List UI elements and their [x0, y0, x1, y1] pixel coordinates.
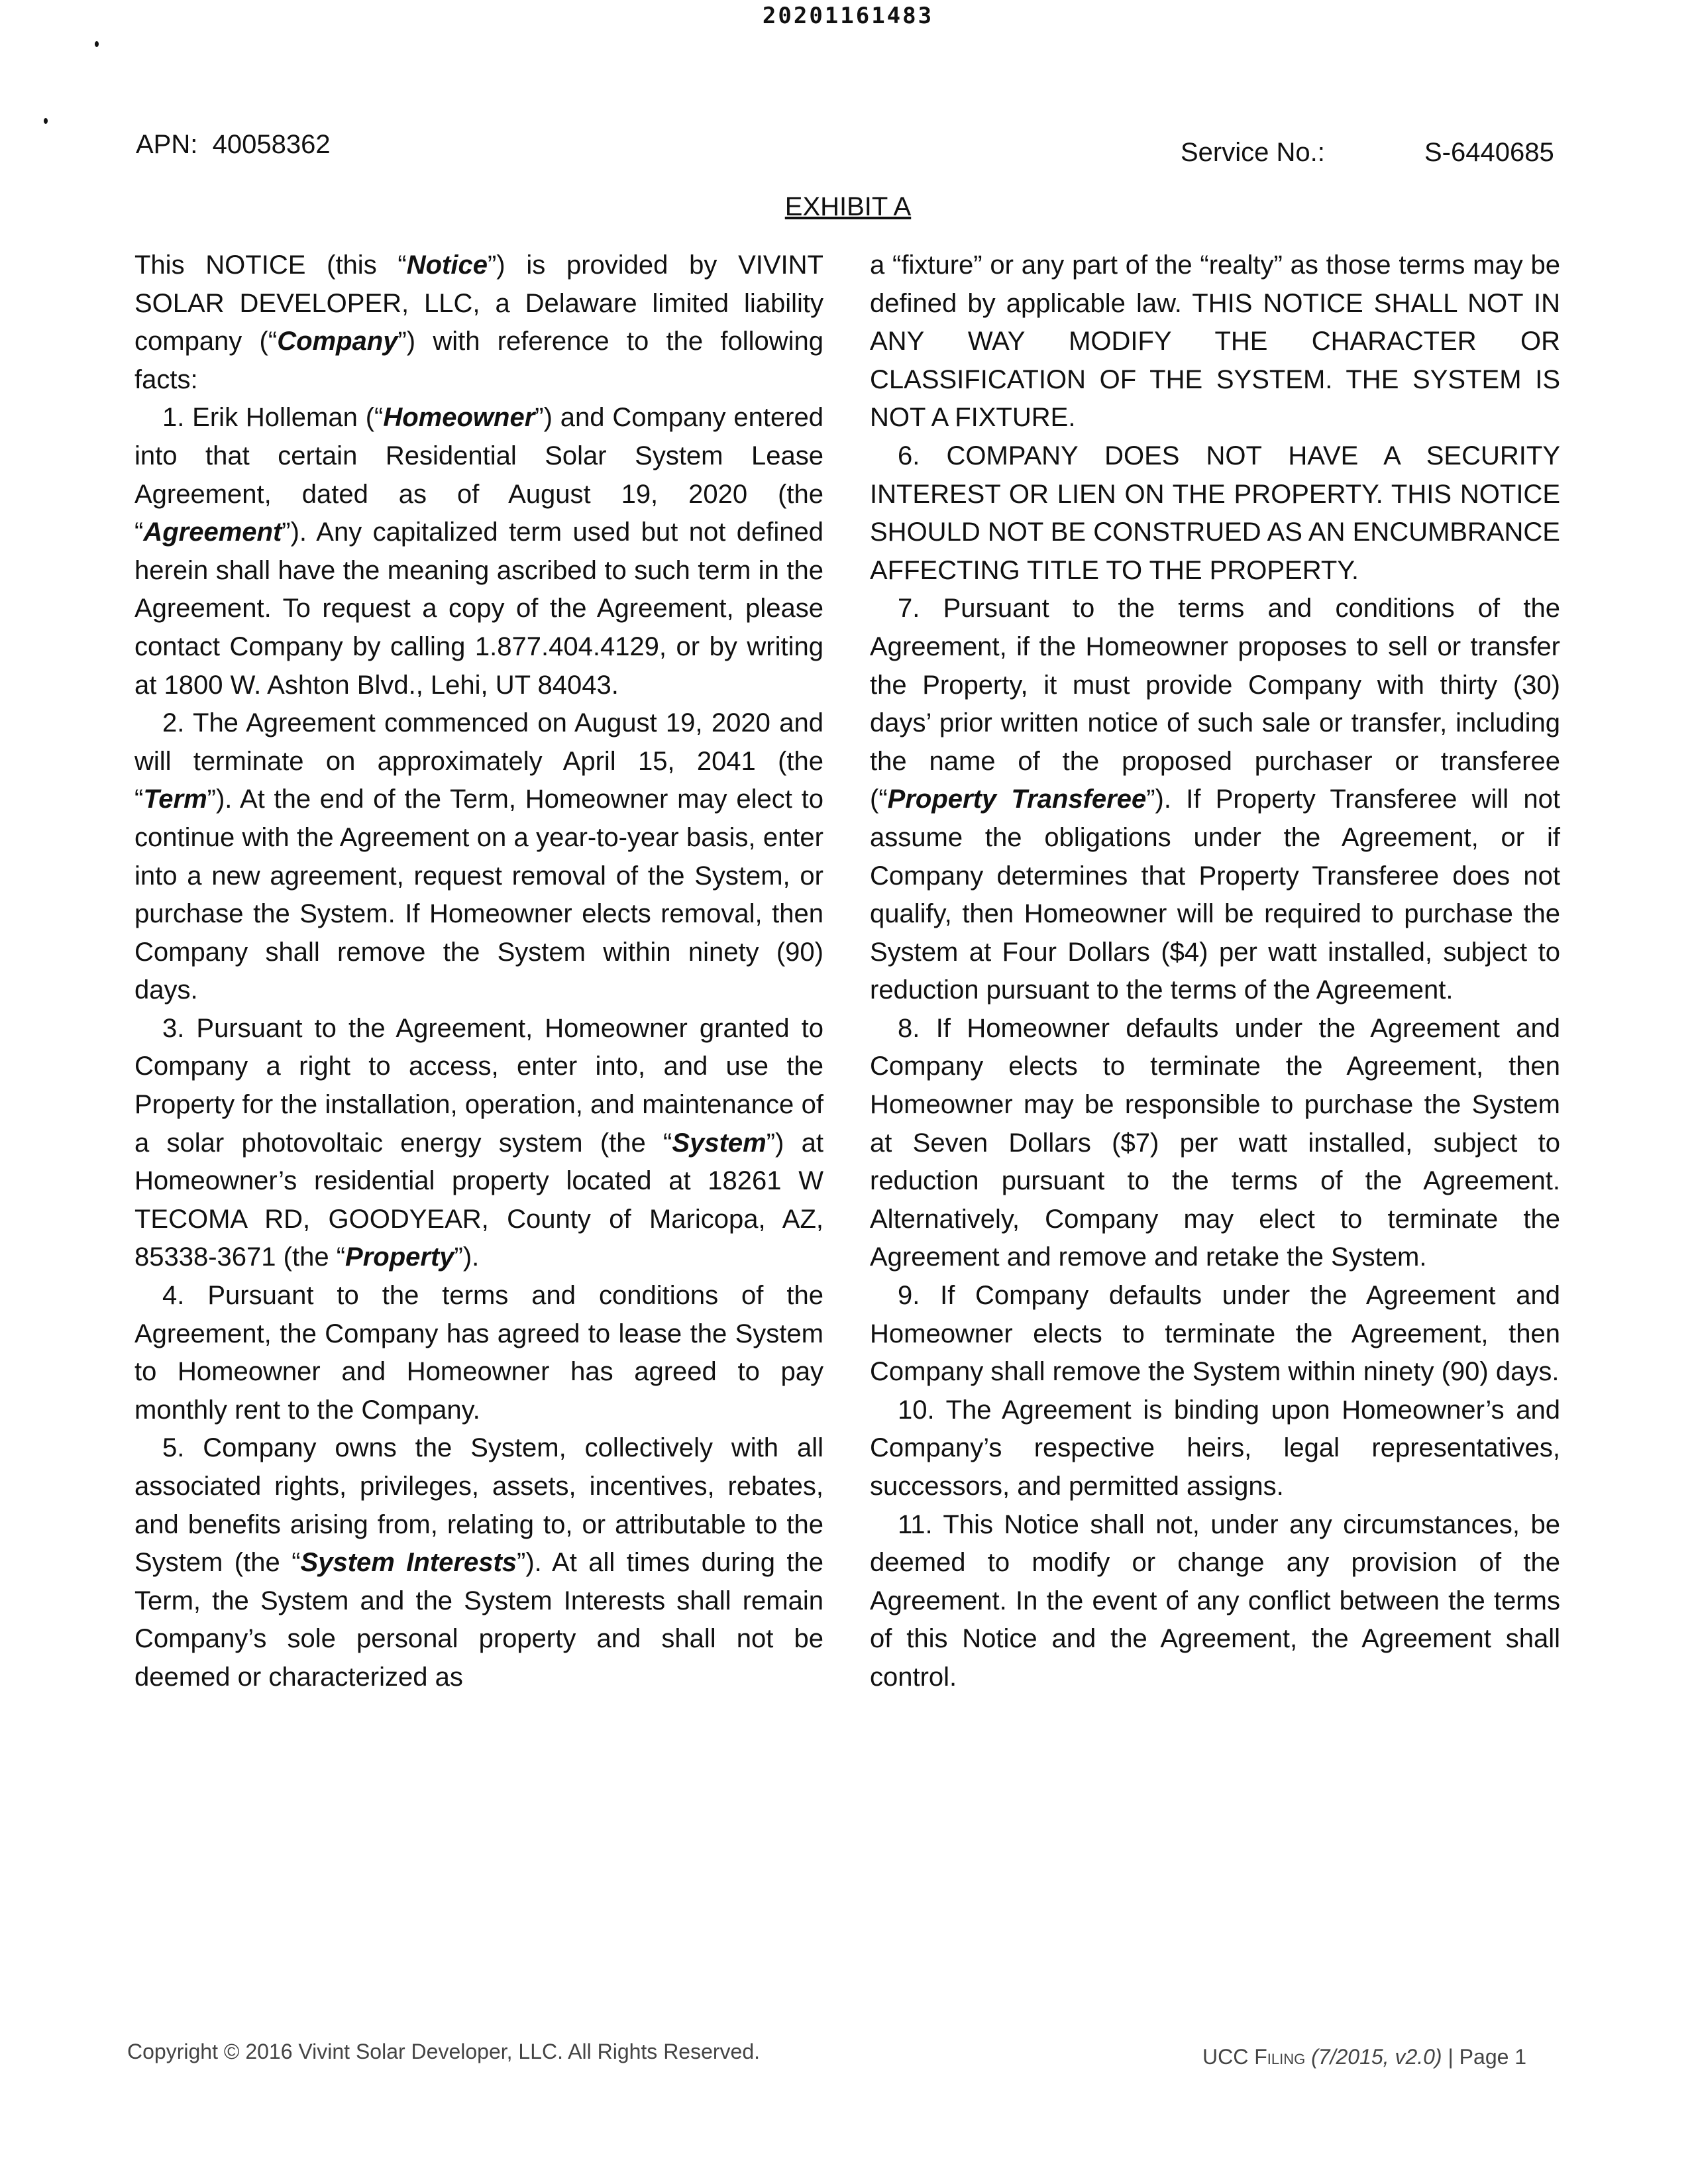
defined-term: Property Transferee: [887, 785, 1147, 814]
right-column: [870, 246, 1560, 1697]
apn: [136, 130, 331, 160]
paragraph-text: ”) and Company entered into that certain Residential Solar System Lease Agreement, dated as of August 19, 2020 (the “: [134, 403, 823, 547]
scan-speck: [44, 118, 48, 124]
paragraph: [870, 246, 1560, 437]
defined-term: Term: [143, 785, 207, 814]
paragraph: [134, 1277, 823, 1429]
service-number-value: S-6440685: [1424, 138, 1554, 167]
paragraph-text: ”) is provided by VIVINT SOLAR DEVELOPER, LLC, a Delaware limited liability company (“: [134, 250, 823, 356]
paragraph-text: ”). At the end of the Term, Homeowner may elect to continue with the Agreement on a year-to-year basis, enter into a new agreement, request removal of the System, or purchase the System. If Homeowner elects removal, then Company shall remove the System within ninety (90) days.: [134, 785, 823, 1005]
paragraph-text: ”). Any capitalized term used but not defined herein shall have the meaning ascribed to such term in the Agreement. To request a copy of the Agreement, please contact Company by calling 1.877.404.4129, or by writing at 1800 W. Ashton Blvd., Lehi, UT 84043.: [134, 518, 823, 700]
paragraph-text: ”) with reference to the following facts:: [134, 327, 823, 394]
paragraph: [870, 1506, 1560, 1697]
paragraph: [134, 399, 823, 704]
paragraph: [134, 246, 823, 399]
apn-value: 40058362: [212, 130, 331, 159]
paragraph: [870, 437, 1560, 590]
paragraph: [870, 1010, 1560, 1277]
paragraph: [870, 1277, 1560, 1392]
paragraph-text: 6. COMPANY DOES NOT HAVE A SECURITY INTEREST OR LIEN ON THE PROPERTY. THIS NOTICE SHOULD NOT BE CONSTRUED AS AN ENCUMBRANCE AFFECTING TITLE TO THE PROPERTY.: [870, 441, 1560, 585]
paragraph-text: 1. Erik Holleman (“: [162, 403, 384, 433]
paragraph: [870, 1392, 1560, 1506]
paragraph-text: 5. Company owns the System, collectively with all associated rights, privileges, assets, incentives, rebates, and benefits arising from, relating to, or attributable to the System (the “: [134, 1433, 823, 1578]
paragraph: [870, 590, 1560, 1010]
paragraph-text: 3. Pursuant to the Agreement, Homeowner granted to Company a right to access, enter into, and use the Property for the installation, operation, and maintenance of a solar photovoltaic energy system (the “: [134, 1013, 823, 1158]
paragraph-text: 7. Pursuant to the terms and conditions of the Agreement, if the Homeowner proposes to sell or transfer the Property, it must provide Company with thirty (30) days’ prior written notice of such sale or transfer, including the name of the proposed purchaser or transferee (“: [870, 594, 1560, 814]
footer-copyright: Copyright © 2016 Vivint Solar Developer, LLC. All Rights Reserved.: [127, 2040, 761, 2063]
left-column: [134, 246, 823, 1697]
service-number-label: Service No.:: [1181, 138, 1325, 167]
scan-speck: [95, 41, 99, 47]
paragraph: [134, 1429, 823, 1696]
paragraph-text: 4. Pursuant to the terms and conditions of the Agreement, the Company has agreed to lease the System to Homeowner and Homeowner has agreed to pay monthly rent to the Company.: [134, 1281, 823, 1425]
form-prefix: UCC: [1202, 2045, 1255, 2069]
recording-number: 20201161483: [762, 3, 934, 29]
defined-term: System: [672, 1128, 767, 1158]
paragraph-text: 10. The Agreement is binding upon Homeowner’s and Company’s respective heirs, legal representatives, successors, and permitted assigns.: [870, 1395, 1560, 1501]
paragraph-text: 11. This Notice shall not, under any circumstances, be deemed to modify or change any provision of the Agreement. In the event of any conflict between the terms of this Notice and the Agreement, the Agreement shall control.: [870, 1509, 1560, 1692]
defined-term: System Interests: [300, 1548, 517, 1578]
paragraph-text: ”).: [454, 1242, 480, 1272]
paragraph: [134, 1010, 823, 1277]
paragraph-text: ”) at Homeowner’s residential property located at 18261 W TECOMA RD, GOODYEAR, County of Maricopa, AZ, 85338-3671 (the “: [134, 1128, 823, 1272]
form-name: Filing: [1254, 2045, 1306, 2069]
paragraph-text: 8. If Homeowner defaults under the Agreement and Company elects to terminate the Agreement, then Homeowner may be responsible to purchase the System at Seven Dollars ($7) per watt installed, subject to reduction pursuant to the terms of the Agreement. Alternatively, Company may elect to terminate the Agreement and remove and retake the System.: [870, 1013, 1560, 1272]
exhibit-title-text: EXHIBIT A: [784, 192, 912, 221]
form-version: (7/2015, v2.0): [1305, 2045, 1448, 2069]
defined-term: Notice: [406, 250, 488, 280]
defined-term: Agreement: [143, 518, 282, 547]
footer-form-info: [1202, 2045, 1526, 2069]
paragraph-text: 2. The Agreement commenced on August 19, 2020 and will terminate on approximately April 15, 2041 (the “: [134, 708, 823, 814]
apn-label: APN:: [136, 130, 198, 159]
page-number: | Page 1: [1448, 2045, 1527, 2069]
paragraph-text: This NOTICE (this “: [134, 250, 407, 280]
paragraph-text: ”). If Property Transferee will not assume the obligations under the Agreement, or if Company determines that Property Transferee does not qualify, then Homeowner will be required to purchase the System at Four Dollars ($4) per watt installed, subject to reduction pursuant to the terms of the Agreement.: [870, 785, 1560, 1005]
defined-term: Property: [345, 1242, 454, 1272]
exhibit-title: [0, 192, 1696, 222]
paragraph-text: 9. If Company defaults under the Agreement and Homeowner elects to terminate the Agreement, then Company shall remove the System within ninety (90) days.: [870, 1281, 1560, 1387]
paragraph-text: ”). At all times during the Term, the System and the System Interests shall remain Company’s sole personal property and shall not be deemed or characterized as: [134, 1548, 823, 1692]
paragraph: [134, 704, 823, 1010]
defined-term: Company: [277, 327, 398, 356]
paragraph-text: a “fixture” or any part of the “realty” as those terms may be defined by applicable law. THIS NOTICE SHALL NOT IN ANY WAY MODIFY THE CHARACTER OR CLASSIFICATION OF THE SYSTEM. THE SYSTEM IS NOT A FIXTURE.: [870, 250, 1560, 433]
defined-term: Homeowner: [383, 403, 535, 433]
